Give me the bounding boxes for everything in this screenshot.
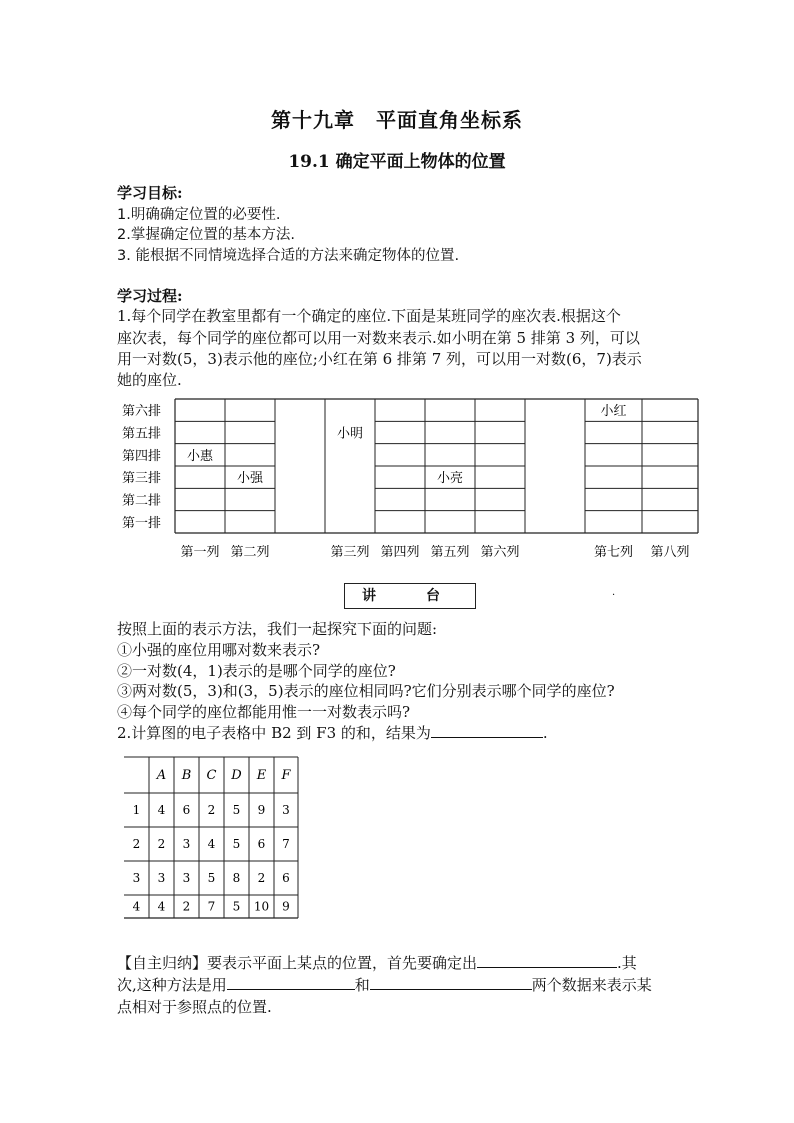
question-item: ③两对数(5，3)和(3，5)表示的座位相同吗?它们分别表示哪个同学的座位? [117,682,615,700]
sheet-cell: 4 [207,837,216,851]
summary-text: 次,这种方法是用 [117,976,227,994]
sheet-cell: 9 [282,899,290,914]
summary-text: 【自主归纳】要表示平面上某点的位置，首先要确定出 [117,954,478,972]
objective-item: 1.明确确定位置的必要性. [117,207,281,223]
col-label: 第七列 [593,545,634,560]
summary-blank-2[interactable] [227,975,355,990]
row-labels [122,403,161,531]
sheet-cell: 2 [257,871,266,885]
question-item: ②一对数(4，1)表示的是哪个同学的座位? [117,662,396,680]
sheet-cell: 7 [282,837,290,851]
sheet-cell: 3 [282,803,290,817]
questions-intro: 按照上面的表示方法，我们一起探究下面的问题: [117,620,438,638]
student-name: 小亮 [436,471,464,487]
process-line: 座次表，每个同学的座位都可以用一对数来表示.如小明在第 5 排第 3 列，可以 [117,329,640,347]
sheet-row-label: 4 [132,899,141,914]
sheet-cell: 3 [157,871,166,885]
sheet-cell: 9 [257,803,266,817]
row-label: 第一排 [122,515,162,531]
student-name: 小强 [236,471,264,487]
col-labels [180,544,689,560]
process-heading: 学习过程: [117,287,183,305]
row-label: 第四排 [122,448,162,464]
sheet-cell: 4 [157,803,166,817]
spreadsheet-question-text: 2.计算图的电子表格中 B2 到 F3 的和，结果为 [117,724,431,742]
row-label: 第三排 [122,471,162,487]
sheet-row-label: 3 [132,871,141,885]
sheet-row-labels [133,803,141,914]
sheet-cell: 2 [182,899,191,914]
col-label: 第四列 [380,545,420,560]
sheet-cell: 5 [232,899,241,914]
sheet-cell: 6 [282,871,290,885]
col-label: 第二列 [230,545,270,560]
row-label: 第五排 [122,426,162,442]
sheet-cell: 7 [207,899,216,914]
sheet-col-header: A [156,768,167,783]
sheet-cell: 2 [157,837,166,851]
summary-text: 和 [354,976,370,994]
objective-item: 2.掌握确定位置的基本方法. [117,227,295,243]
sheet-col-header: E [256,768,267,783]
objectives-heading: 学习目标: [117,184,183,202]
sheet-col-header: C [206,768,217,783]
objective-item: 3. 能根据不同情境选择合适的方法来确定物体的位置. [117,248,460,264]
sheet-cell: 4 [157,899,166,914]
sheet-cell: 3 [182,871,191,885]
sheet-cell: 5 [207,871,216,885]
sheet-cell: 2 [207,803,216,817]
sheet-cell: 6 [257,837,266,851]
sheet-cell: 6 [182,803,191,817]
process-line: 她的座位. [117,371,182,389]
sheet-cell: 3 [182,837,191,851]
summary-line-3: 点相对于参照点的位置. [117,998,272,1016]
row-label: 第二排 [122,493,162,509]
sheet-row-label: 1 [132,803,141,817]
spreadsheet-question [117,722,548,743]
spreadsheet-question-end: . [542,724,548,742]
sheet-col-header: B [181,768,192,783]
process-line: 1.每个同学在教室里都有一个确定的座位.下面是某班同学的座次表.根据这个 [117,307,621,325]
col-label: 第六列 [480,545,520,560]
summary-blank-1[interactable] [477,953,617,968]
sheet-cell: 5 [232,837,241,851]
chapter-title: 第十九章 平面直角坐标系 [271,108,523,132]
col-label: 第三列 [330,545,370,560]
section-title: 19.1 确定平面上物体的位置 [288,152,506,172]
sheet-col-header: D [231,768,242,783]
sheet-cell: 10 [253,899,270,914]
process-line: 用一对数(5，3)表示他的座位;小红在第 6 排第 7 列，可以用一对数(6，7)表示 [117,350,642,368]
dot-mark: · [612,590,616,601]
summary-blank-3[interactable] [370,975,532,990]
sheet-col-header: F [281,768,291,783]
summary-text: 两个数据来表示某 [531,976,652,994]
seating-chart [112,393,712,565]
answer-blank[interactable] [431,723,543,738]
row-label: 第六排 [122,404,162,420]
summary-text: .其 [617,954,637,972]
student-name: 小红 [600,404,627,420]
sheet-cell: 5 [232,803,241,817]
student-name: 小惠 [186,448,214,464]
spreadsheet-figure [124,755,300,920]
summary-line-1 [117,952,637,973]
col-label: 第一列 [180,545,220,560]
col-label: 第八列 [650,545,690,560]
question-item: ①小强的座位用哪对数来表示? [117,641,321,659]
sheet-cell: 8 [232,871,241,885]
question-item: ④每个同学的座位都能用惟一一对数表示吗? [117,703,411,721]
summary-line-2 [117,974,652,995]
student-labels [187,404,627,486]
sheet-row-label: 2 [132,837,141,851]
podium-box: 讲 台 [344,583,476,609]
student-name: 小明 [336,426,364,442]
col-label: 第五列 [430,545,470,560]
